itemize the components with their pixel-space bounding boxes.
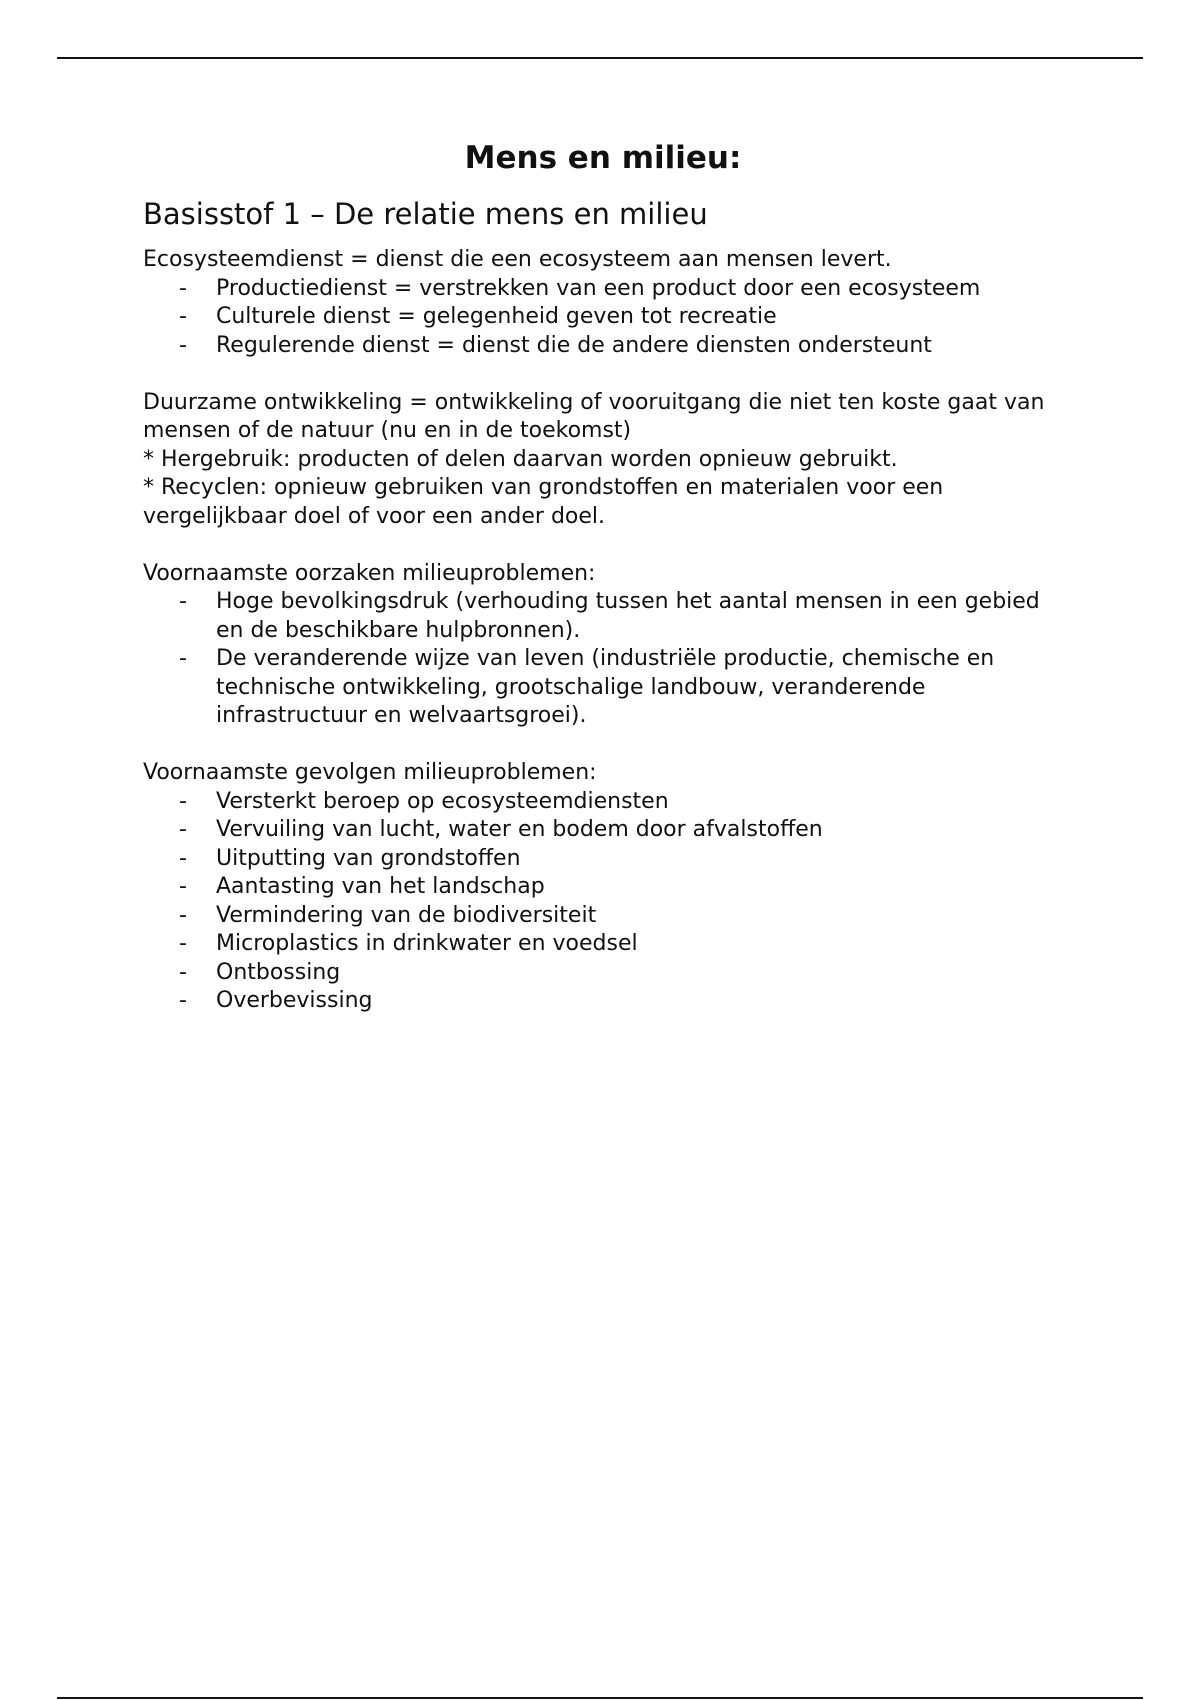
document-body	[143, 138, 1063, 1044]
list-item	[143, 987, 1063, 1016]
list-item-text: Culturele dienst = gelegenheid geven tot recreatie	[216, 304, 777, 329]
consequences-list	[143, 788, 1063, 1016]
footer-rule	[57, 1697, 1143, 1699]
list-item-text: Productiedienst = verstrekken van een product door een ecosysteem	[216, 275, 981, 301]
list-item	[143, 645, 1063, 731]
dash-marker: -	[179, 646, 187, 671]
dash-marker: -	[179, 874, 187, 899]
list-item-text: Ontbossing	[216, 959, 341, 985]
list-item	[143, 303, 1063, 332]
causes-heading: Voornaamste oorzaken milieuproblemen:	[143, 560, 596, 586]
list-item	[143, 959, 1063, 988]
dash-marker: -	[179, 817, 187, 842]
list-item-text: Vervuiling van lucht, water en bodem door afvalstoffen	[216, 817, 823, 842]
list-item	[143, 275, 1063, 304]
list-item-text: Uitputting van grondstoffen	[216, 845, 521, 871]
section-heading: Basisstof 1 – De relatie mens en milieu	[143, 197, 708, 231]
sustainability-block	[143, 389, 1063, 532]
list-item	[143, 332, 1063, 361]
dash-marker: -	[179, 845, 187, 871]
recycle-note: * Recyclen: opnieuw gebruiken van grondstoffen en materialen voor een vergelijkbaar doel of voor een ander doel.	[143, 475, 944, 529]
list-item-text: Vermindering van de biodiversiteit	[216, 902, 597, 928]
list-item	[143, 930, 1063, 959]
reuse-note: * Hergebruik: producten of delen daarvan worden opnieuw gebruikt.	[143, 446, 898, 472]
dash-marker: -	[179, 304, 187, 329]
ecosystem-services-block	[143, 246, 1063, 360]
dash-marker: -	[179, 275, 187, 301]
dash-marker: -	[179, 931, 187, 956]
causes-block	[143, 560, 1063, 731]
causes-list	[143, 588, 1063, 731]
list-item-text: Regulerende dienst = dienst die de andere diensten ondersteunt	[216, 332, 932, 358]
list-item	[143, 588, 1063, 645]
document-title: Mens en milieu:	[464, 140, 742, 176]
consequences-block	[143, 759, 1063, 1016]
dash-marker: -	[179, 589, 187, 614]
ecosystem-services-list	[143, 275, 1063, 361]
dash-marker: -	[179, 959, 187, 985]
list-item-text: Overbevissing	[216, 988, 373, 1013]
list-item	[143, 902, 1063, 931]
list-item-text: De veranderende wijze van leven (industriële productie, chemische en technische ontwikkeling, grootschalige landbouw, veranderende infrastructuur en welvaartsgroei).	[216, 646, 995, 728]
list-item-text: Hoge bevolkingsdruk (verhouding tussen het aantal mensen in een gebied en de beschikbare hulpbronnen).	[216, 589, 1040, 643]
dash-marker: -	[179, 788, 187, 814]
list-item	[143, 845, 1063, 874]
list-item	[143, 816, 1063, 845]
ecosystem-service-definition: Ecosysteemdienst = dienst die een ecosysteem aan mensen levert.	[143, 247, 892, 272]
consequences-heading: Voornaamste gevolgen milieuproblemen:	[143, 760, 597, 785]
header-rule	[57, 57, 1143, 59]
list-item-text: Aantasting van het landschap	[216, 874, 545, 899]
dash-marker: -	[179, 902, 187, 928]
list-item	[143, 788, 1063, 817]
list-item-text: Versterkt beroep op ecosysteemdiensten	[216, 788, 669, 814]
list-item	[143, 873, 1063, 902]
dash-marker: -	[179, 988, 187, 1013]
sustainable-development-definition: Duurzame ontwikkeling = ontwikkeling of vooruitgang die niet ten koste gaat van mensen of de natuur (nu en in de toekomst)	[143, 389, 1045, 443]
list-item-text: Microplastics in drinkwater en voedsel	[216, 931, 638, 956]
dash-marker: -	[179, 332, 187, 358]
